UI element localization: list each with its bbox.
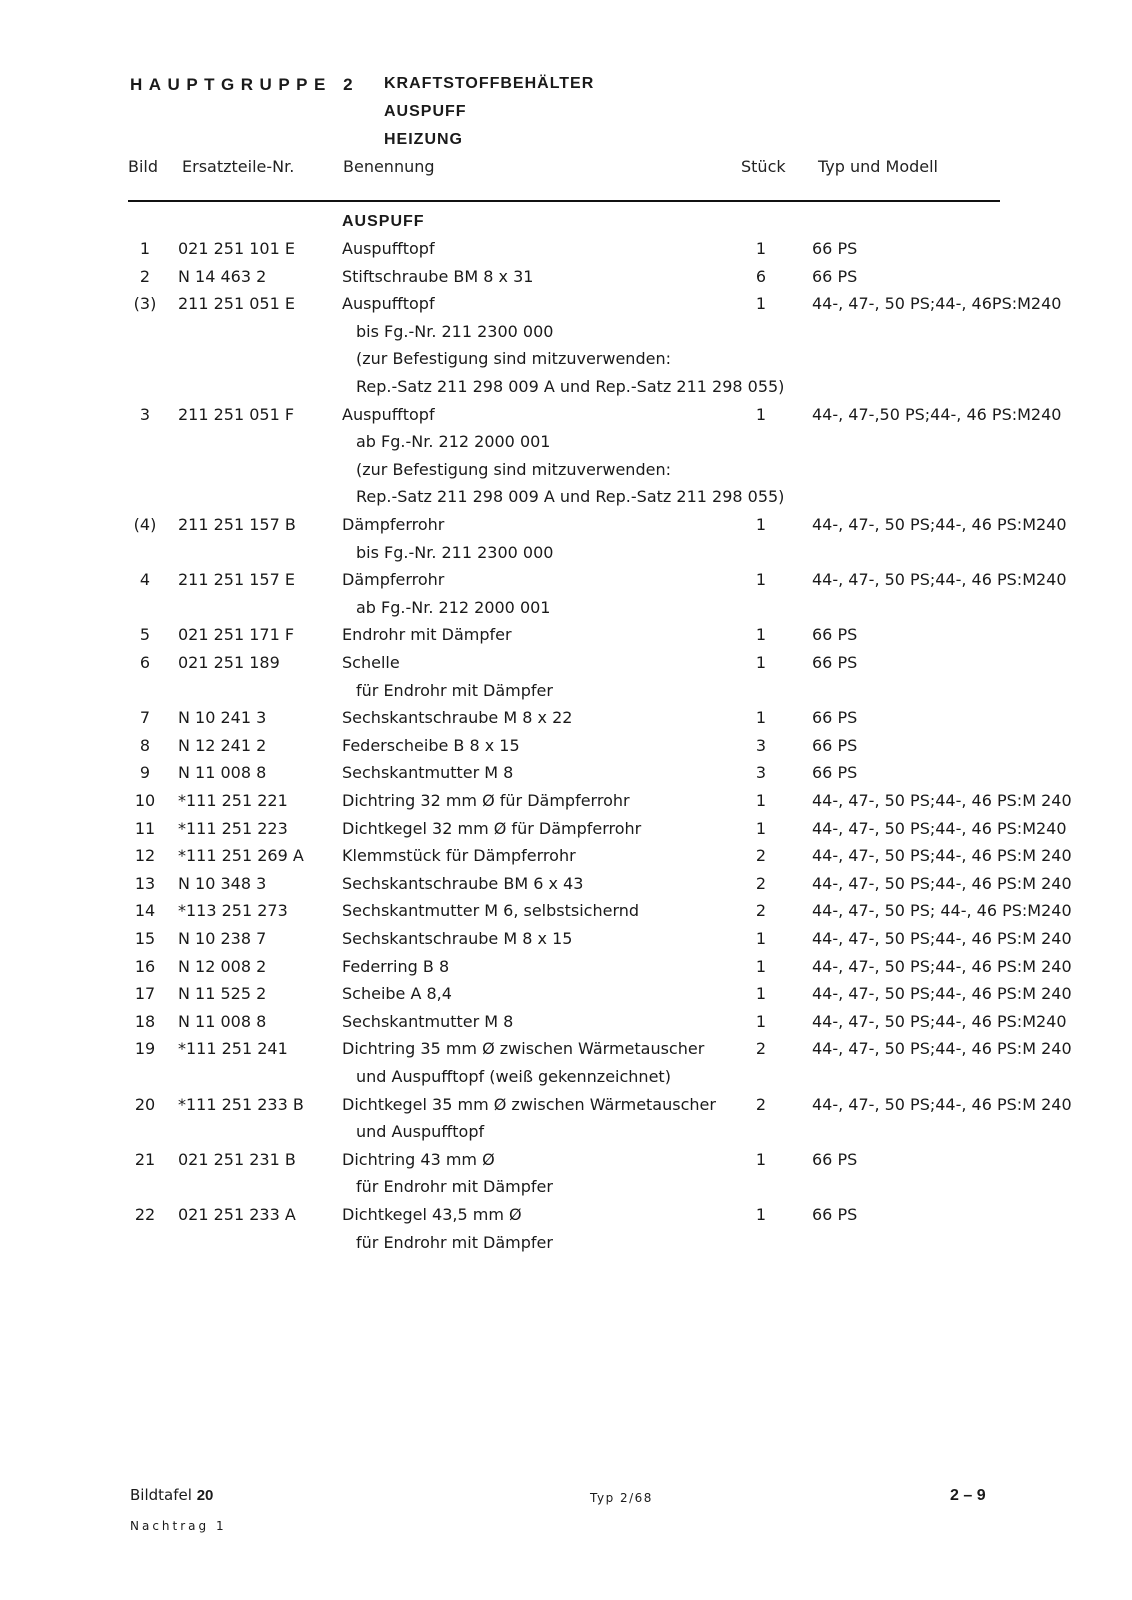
- table-row-continuation: [0, 351, 1132, 371]
- cell-stueck: 1: [755, 791, 767, 810]
- cell-typ: 44-, 47-, 50 PS;44-, 46 PS:M240: [812, 818, 1067, 838]
- cell-part-number: *111 251 233 B: [178, 1094, 304, 1114]
- cell-part-number: *111 251 221: [178, 791, 288, 810]
- cell-typ: 66 PS: [812, 763, 858, 783]
- cell-part-number: 021 251 101 E: [178, 239, 295, 258]
- cell-bild: 20: [134, 1094, 156, 1114]
- table-row-continuation: [0, 379, 1132, 399]
- table-row: [0, 1149, 1132, 1172]
- cell-benennung-extra: (zur Befestigung sind mitzuverwenden:: [356, 349, 671, 369]
- footer-bildtafel-label: Bildtafel: [130, 1486, 192, 1504]
- cell-benennung: Auspufftopf: [342, 404, 435, 424]
- cell-stueck: 1: [755, 929, 767, 948]
- footer-page-number: 2 – 9: [950, 1487, 986, 1504]
- table-row-continuation: [0, 321, 1132, 344]
- cell-benennung-extra: bis Fg.-Nr. 211 2300 000: [356, 542, 554, 562]
- cell-part-number: N 10 348 3: [178, 873, 267, 893]
- table-row: [0, 931, 1132, 951]
- cell-stueck: 2: [755, 901, 767, 921]
- cell-bild: 1: [139, 239, 151, 258]
- cell-part-number: 211 251 051 E: [178, 294, 295, 314]
- cell-part-number: N 10 241 3: [178, 708, 267, 728]
- cell-typ: 66 PS: [812, 653, 858, 672]
- cell-part-number: 211 251 157 E: [178, 570, 295, 590]
- cell-stueck: 1: [755, 1011, 767, 1031]
- cell-part-number: N 11 525 2: [178, 984, 267, 1004]
- cell-benennung: Federscheibe B 8 x 15: [342, 735, 520, 755]
- cell-benennung: Schelle: [342, 653, 400, 672]
- cell-typ: 44-, 47-, 50 PS;44-, 46 PS:M 240: [812, 984, 1072, 1004]
- cell-typ: 44-, 47-, 50 PS;44-, 46 PS:M240: [812, 570, 1067, 590]
- cell-part-number: N 10 238 7: [178, 929, 267, 948]
- cell-bild: 12: [134, 846, 156, 866]
- cell-benennung: Sechskantschraube BM 6 x 43: [342, 873, 584, 893]
- cell-typ: 66 PS: [812, 1149, 858, 1169]
- table-row: [0, 572, 1132, 592]
- cell-part-number: 211 251 051 F: [178, 404, 295, 424]
- cell-benennung-extra: Rep.-Satz 211 298 009 A und Rep.-Satz 211 298 055): [356, 487, 785, 507]
- cell-benennung-extra: und Auspufftopf: [356, 1122, 485, 1142]
- cell-stueck: 2: [755, 873, 767, 893]
- cell-bild: 2: [139, 266, 151, 286]
- cell-typ: 44-, 47-, 50 PS;44-, 46 PS:M 240: [812, 846, 1072, 866]
- cell-benennung: Dichtring 32 mm Ø für Dämpferrohr: [342, 791, 630, 810]
- table-row: [0, 1041, 1132, 1061]
- cell-typ: 44-, 47-, 50 PS;44-, 46PS:M240: [812, 294, 1062, 314]
- cell-typ: 66 PS: [812, 1205, 858, 1224]
- cell-benennung-extra: bis Fg.-Nr. 211 2300 000: [356, 321, 554, 341]
- table-row: [0, 793, 1132, 813]
- cell-typ: 66 PS: [812, 735, 858, 755]
- cell-part-number: *113 251 273: [178, 901, 288, 921]
- cell-typ: 44-, 47-, 50 PS;44-, 46 PS:M 240: [812, 956, 1072, 976]
- table-row: [0, 735, 1132, 758]
- cell-benennung-extra: Rep.-Satz 211 298 009 A und Rep.-Satz 211 298 055): [356, 377, 785, 396]
- cell-bild: 7: [139, 708, 151, 728]
- cell-bild: (3): [133, 294, 157, 314]
- cell-part-number: N 11 008 8: [178, 763, 267, 783]
- cell-part-number: *111 251 223: [178, 818, 288, 838]
- table-row-continuation: [0, 1232, 1132, 1255]
- cell-benennung: Endrohr mit Dämpfer: [342, 625, 512, 645]
- cell-bild: 22: [134, 1205, 156, 1224]
- cell-stueck: 1: [755, 404, 767, 424]
- cell-benennung: Dichtkegel 35 mm Ø zwischen Wärmetauscher: [342, 1094, 716, 1114]
- cell-bild: (4): [133, 515, 157, 534]
- cell-part-number: 211 251 157 B: [178, 515, 296, 534]
- cell-stueck: 6: [755, 266, 767, 286]
- cell-part-number: N 11 008 8: [178, 1011, 267, 1031]
- cell-benennung: Dichtring 43 mm Ø: [342, 1149, 495, 1169]
- table-row: [0, 404, 1132, 427]
- cell-bild: 8: [139, 735, 151, 755]
- cell-stueck: 3: [755, 763, 767, 783]
- col-header-benennung: Benennung: [343, 157, 435, 176]
- table-row: [0, 296, 1132, 316]
- cell-bild: 3: [139, 404, 151, 424]
- table-row: [0, 710, 1132, 730]
- cell-bild: 19: [134, 1039, 156, 1059]
- cell-bild: 6: [139, 653, 151, 672]
- table-row: [0, 1094, 1132, 1117]
- cell-typ: 66 PS: [812, 239, 858, 258]
- cell-benennung-extra: ab Fg.-Nr. 212 2000 001: [356, 432, 551, 452]
- cell-part-number: *111 251 241: [178, 1039, 288, 1059]
- col-header-nr: Ersatzteile-Nr.: [182, 157, 295, 176]
- cell-bild: 10: [134, 791, 156, 810]
- footer-bildtafel-number: 20: [196, 1487, 214, 1504]
- cell-benennung-extra: für Endrohr mit Dämpfer: [356, 1232, 553, 1252]
- cell-bild: 9: [139, 763, 151, 783]
- cell-stueck: 1: [755, 1149, 767, 1169]
- table-row: [0, 956, 1132, 979]
- table-row-continuation: [0, 489, 1132, 509]
- table-row: [0, 517, 1132, 537]
- group-title-1: KRAFTSTOFFBEHÄLTER: [384, 75, 595, 92]
- cell-typ: 44-, 47-, 50 PS;44-, 46 PS:M 240: [812, 791, 1072, 810]
- cell-part-number: N 14 463 2: [178, 266, 267, 286]
- cell-benennung-extra: und Auspufftopf (weiß gekennzeichnet): [356, 1067, 671, 1086]
- table-row: [0, 848, 1132, 868]
- cell-benennung: Klemmstück für Dämpferrohr: [342, 846, 576, 866]
- cell-part-number: 021 251 233 A: [178, 1205, 296, 1224]
- cell-benennung: Sechskantschraube M 8 x 15: [342, 929, 573, 948]
- table-row: [0, 818, 1132, 841]
- cell-typ: 44-, 47-, 50 PS;44-, 46 PS:M 240: [812, 1094, 1072, 1114]
- cell-stueck: 1: [755, 818, 767, 838]
- cell-stueck: 3: [755, 735, 767, 755]
- cell-part-number: 021 251 231 B: [178, 1149, 296, 1169]
- col-header-typ: Typ und Modell: [818, 157, 938, 176]
- header-rule: [128, 200, 1000, 202]
- cell-bild: 21: [134, 1149, 156, 1169]
- cell-benennung: Dämpferrohr: [342, 570, 445, 590]
- cell-bild: 18: [134, 1011, 156, 1031]
- table-row-continuation: [0, 597, 1132, 620]
- cell-bild: 4: [139, 570, 151, 590]
- table-row: [0, 1011, 1132, 1034]
- table-row: [0, 655, 1132, 675]
- cell-benennung: Sechskantschraube M 8 x 22: [342, 708, 573, 728]
- cell-bild: 11: [134, 818, 156, 838]
- group-label: HAUPTGRUPPE 2: [130, 75, 360, 94]
- cell-bild: 5: [139, 625, 151, 645]
- cell-bild: 15: [134, 929, 156, 948]
- cell-benennung-extra: für Endrohr mit Dämpfer: [356, 680, 553, 700]
- cell-part-number: N 12 241 2: [178, 735, 267, 755]
- footer-nachtrag: Nachtrag 1: [130, 1519, 227, 1533]
- cell-typ: 66 PS: [812, 708, 858, 728]
- cell-stueck: 1: [755, 653, 767, 672]
- cell-benennung: Auspufftopf: [342, 239, 435, 258]
- cell-benennung: Sechskantmutter M 8: [342, 1011, 514, 1031]
- table-row: [0, 873, 1132, 896]
- cell-stueck: 1: [755, 625, 767, 645]
- cell-benennung: Sechskantmutter M 8: [342, 763, 514, 783]
- footer-typ: Typ 2/68: [590, 1491, 653, 1505]
- cell-benennung: Scheibe A 8,4: [342, 984, 452, 1004]
- table-row-continuation: [0, 459, 1132, 482]
- cell-stueck: 1: [755, 708, 767, 728]
- cell-stueck: 2: [755, 1039, 767, 1059]
- cell-bild: 14: [134, 901, 156, 921]
- cell-stueck: 1: [755, 294, 767, 314]
- cell-benennung-extra: ab Fg.-Nr. 212 2000 001: [356, 597, 551, 617]
- cell-typ: 44-, 47-, 50 PS;44-, 46 PS:M 240: [812, 873, 1072, 893]
- table-row: [0, 627, 1132, 647]
- cell-typ: 44-, 47-, 50 PS;44-, 46 PS:M 240: [812, 1039, 1072, 1059]
- table-row: [0, 986, 1132, 1006]
- cell-stueck: 1: [755, 1205, 767, 1224]
- cell-typ: 44-, 47-, 50 PS;44-, 46 PS:M240: [812, 515, 1067, 534]
- cell-typ: 66 PS: [812, 266, 858, 286]
- table-row: [0, 241, 1132, 261]
- cell-benennung: Dämpferrohr: [342, 515, 445, 534]
- cell-benennung: Stiftschraube BM 8 x 31: [342, 266, 534, 286]
- cell-stueck: 1: [755, 515, 767, 534]
- cell-benennung: Auspufftopf: [342, 294, 435, 314]
- col-header-stueck: Stück: [741, 157, 786, 176]
- cell-stueck: 2: [755, 1094, 767, 1114]
- table-row-continuation: [0, 1179, 1132, 1199]
- cell-benennung: Dichtkegel 32 mm Ø für Dämpferrohr: [342, 818, 642, 838]
- table-row: [0, 765, 1132, 785]
- cell-benennung: Sechskantmutter M 6, selbstsichernd: [342, 901, 640, 921]
- table-row-continuation: [0, 680, 1132, 703]
- table-row-continuation: [0, 1069, 1132, 1089]
- table-row: [0, 903, 1132, 923]
- cell-typ: 44-, 47-, 50 PS; 44-, 46 PS:M240: [812, 901, 1072, 921]
- cell-typ: 44-, 47-, 50 PS;44-, 46 PS:M240: [812, 1011, 1067, 1031]
- cell-benennung-extra: (zur Befestigung sind mitzuverwenden:: [356, 459, 671, 479]
- cell-bild: 16: [134, 956, 156, 976]
- cell-bild: 13: [134, 873, 156, 893]
- table-row: [0, 1207, 1132, 1227]
- table-row-continuation: [0, 434, 1132, 454]
- cell-benennung: Dichtkegel 43,5 mm Ø: [342, 1205, 522, 1224]
- cell-stueck: 1: [755, 984, 767, 1004]
- footer-bildtafel: [130, 1488, 213, 1503]
- table-row-continuation: [0, 542, 1132, 565]
- cell-benennung: Dichtring 35 mm Ø zwischen Wärmetauscher: [342, 1039, 705, 1059]
- cell-part-number: *111 251 269 A: [178, 846, 304, 866]
- cell-bild: 17: [134, 984, 156, 1004]
- group-title-2: AUSPUFF: [384, 103, 467, 120]
- cell-part-number: 021 251 171 F: [178, 625, 295, 645]
- cell-stueck: 2: [755, 846, 767, 866]
- cell-typ: 44-, 47-,50 PS;44-, 46 PS:M240: [812, 404, 1062, 424]
- table-row-continuation: [0, 1124, 1132, 1144]
- group-title-3: HEIZUNG: [384, 131, 463, 148]
- cell-benennung-extra: für Endrohr mit Dämpfer: [356, 1177, 553, 1197]
- cell-stueck: 1: [755, 239, 767, 258]
- cell-part-number: 021 251 189: [178, 653, 280, 672]
- cell-stueck: 1: [755, 570, 767, 590]
- cell-typ: 66 PS: [812, 625, 858, 645]
- cell-typ: 44-, 47-, 50 PS;44-, 46 PS:M 240: [812, 929, 1072, 948]
- section-title: AUSPUFF: [342, 213, 425, 230]
- cell-stueck: 1: [755, 956, 767, 976]
- col-header-bild: Bild: [128, 157, 159, 176]
- table-row: [0, 266, 1132, 289]
- cell-benennung: Federring B 8: [342, 956, 450, 976]
- cell-part-number: N 12 008 2: [178, 956, 267, 976]
